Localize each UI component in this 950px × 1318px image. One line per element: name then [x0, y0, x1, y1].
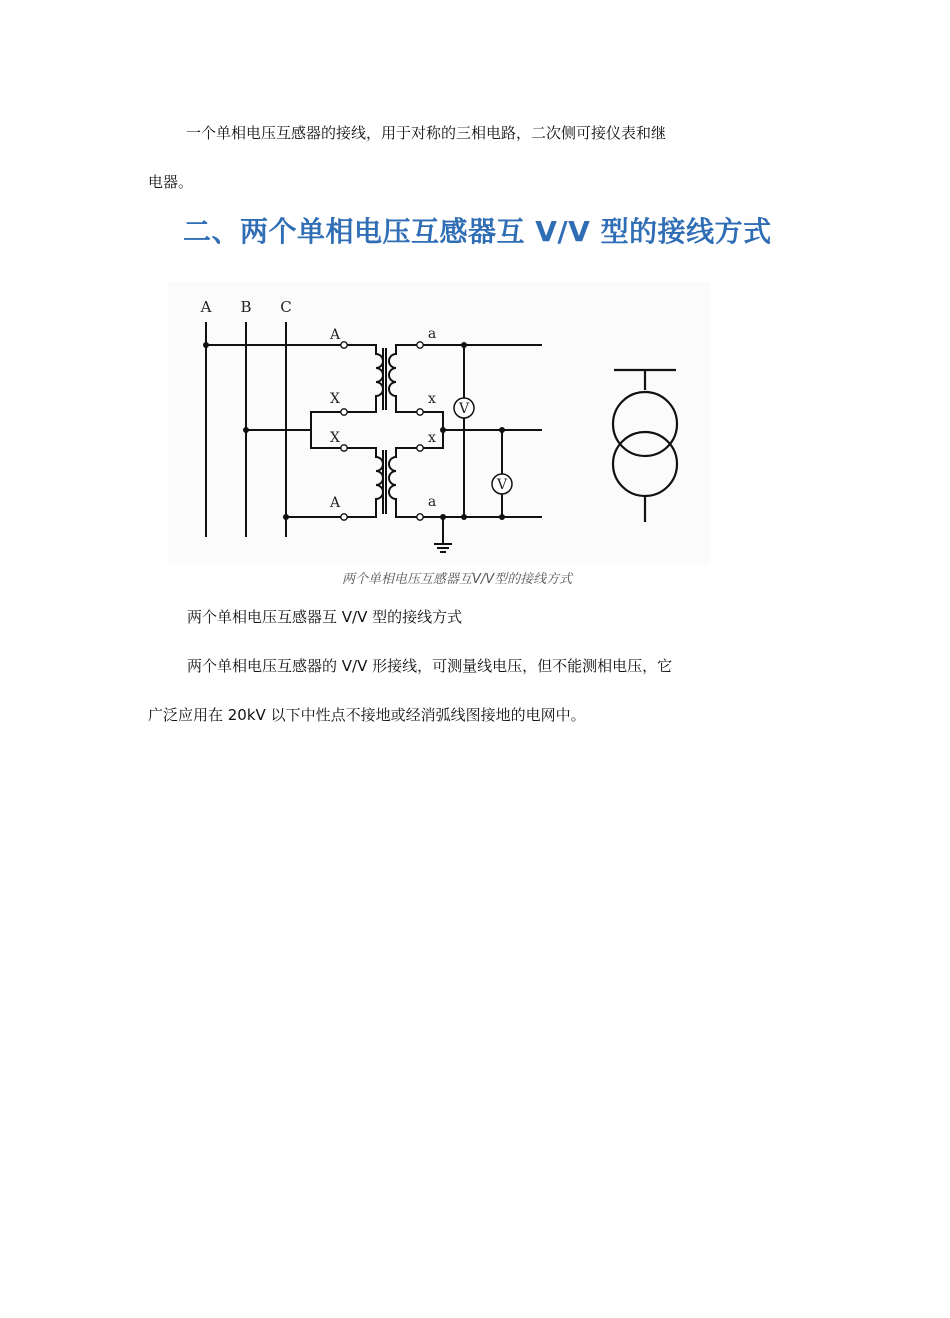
svg-text:V: V	[458, 401, 470, 417]
primary-label-4: A	[329, 495, 341, 511]
primary-label-3: X	[330, 430, 340, 446]
paragraph-2-line-1: 两个单相电压互感器的 V/V 形接线，可测量线电压，但不能测相电压，它	[187, 657, 673, 675]
voltmeter-1	[454, 398, 474, 418]
wiring-diagram	[168, 282, 710, 564]
paragraph-2-line-2: 广泛应用在 20kV 以下中性点不接地或经消弧线图接地的电网中。	[148, 706, 586, 724]
primary-label-2: X	[330, 391, 340, 407]
secondary-label-2: x	[428, 391, 436, 407]
bus-label-a: A	[200, 298, 212, 316]
bus-label-c: C	[280, 298, 292, 316]
figure-caption-in-image: 两个单相电压互感器互V/V型的接线方式	[342, 572, 573, 587]
voltmeter-2	[492, 474, 512, 494]
section-heading: 二、两个单相电压互感器互 V/V 型的接线方式	[183, 215, 772, 248]
secondary-label-4: a	[427, 494, 437, 510]
wiring-diagram-svg	[168, 282, 710, 564]
transformer-symbol-icon	[613, 370, 677, 522]
paragraph-1-line-1: 一个单相电压互感器的接线，用于对称的三相电路，二次侧可接仪表和继	[186, 124, 667, 142]
paragraph-1-line-2: 电器。	[148, 173, 194, 191]
primary-label-1: A	[329, 327, 341, 343]
svg-text:V: V	[496, 477, 508, 493]
bus-label-b: B	[240, 298, 252, 316]
secondary-label-3: x	[428, 430, 436, 446]
secondary-label-1: a	[427, 326, 437, 342]
figure-caption: 两个单相电压互感器互 V/V 型的接线方式	[187, 608, 463, 626]
